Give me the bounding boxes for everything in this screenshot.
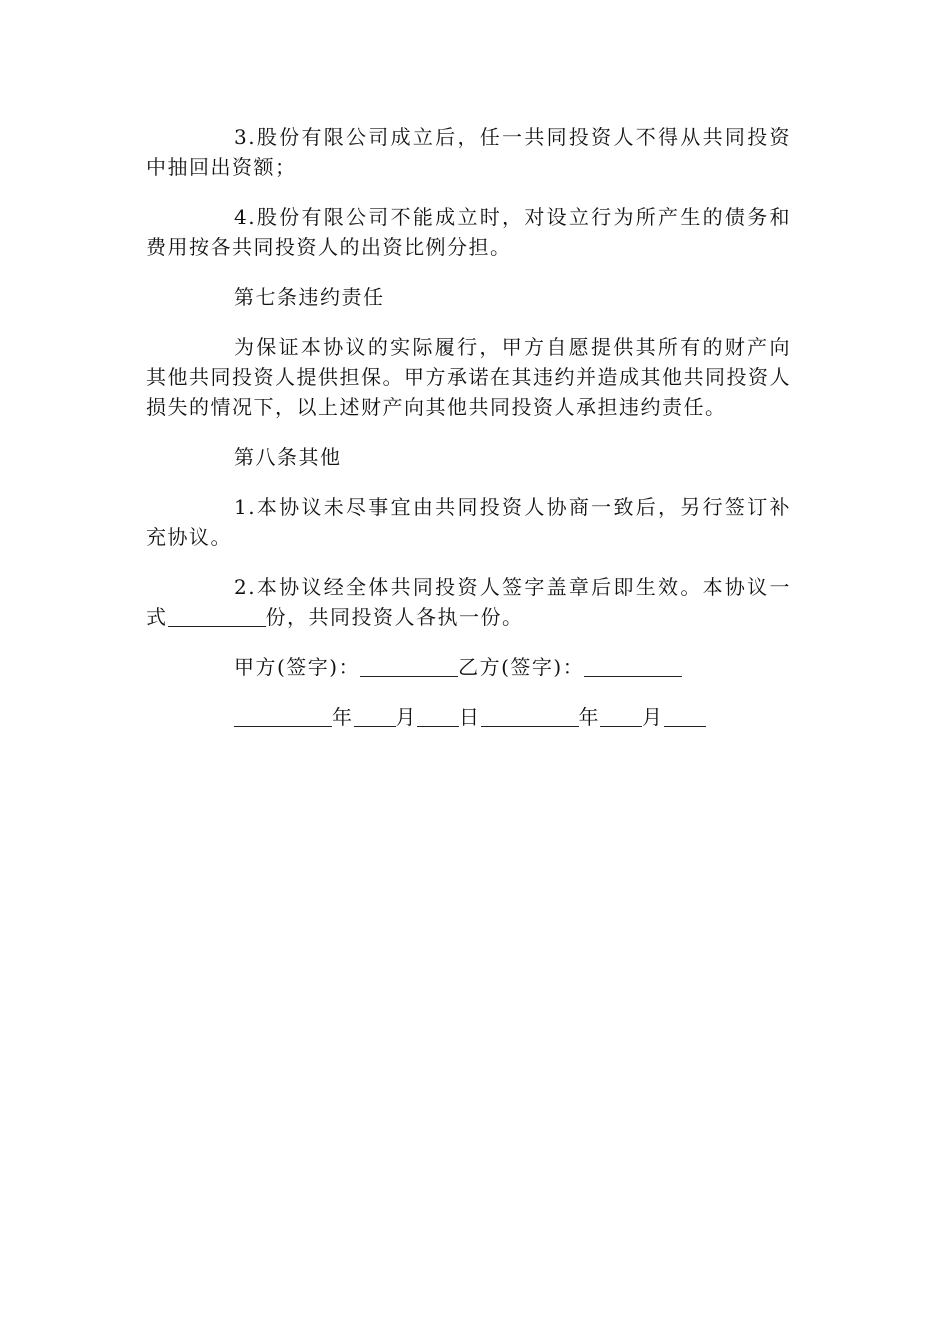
date-b-month-blank	[600, 704, 642, 727]
party-a-signature-blank	[360, 654, 458, 677]
date-line	[146, 702, 791, 732]
article-7-paragraph: 为保证本协议的实际履行，甲方自愿提供其所有的财产向其他共同投资人提供担保。甲方承诺在其违约并造成其他共同投资人损失的情况下，以上述财产向其他共同投资人承担违约责任。	[146, 335, 791, 419]
clause-4-paragraph: 4.股份有限公司不能成立时，对设立行为所产生的债务和费用按各共同投资人的出资比例分担。	[146, 205, 791, 259]
clause-2-text-b: 份，共同投资人各执一份。	[265, 605, 524, 629]
copies-blank	[168, 604, 266, 627]
date-b-month-label: 月	[642, 705, 664, 729]
date-b-day-blank	[664, 704, 706, 727]
party-b-signature-blank	[584, 654, 682, 677]
date-b-year-blank	[481, 704, 579, 727]
article-8-heading: 第八条其他	[234, 445, 342, 469]
article-8-clause-2-paragraph	[146, 572, 791, 632]
clause-2-text-a: 2.本协议经全体共同投资人签字盖章后即生效。本协议一式	[146, 575, 791, 629]
date-a-day-label: 日	[459, 705, 481, 729]
date-b-year-label: 年	[578, 705, 600, 729]
article-7-heading: 第七条违约责任	[234, 285, 385, 309]
party-a-label: 甲方(签字)：	[234, 655, 361, 679]
article-8-clause-1-paragraph: 1.本协议未尽事宜由共同投资人协商一致后，另行签订补充协议。	[146, 495, 791, 549]
date-a-month-label: 月	[395, 705, 417, 729]
party-b-label: 乙方(签字)：	[458, 655, 585, 679]
document-page	[146, 122, 791, 752]
date-a-year-label: 年	[332, 705, 354, 729]
clause-3-paragraph: 3.股份有限公司成立后，任一共同投资人不得从共同投资中抽回出资额；	[146, 125, 791, 179]
date-a-day-blank	[417, 704, 459, 727]
date-a-month-blank	[354, 704, 396, 727]
signature-line	[146, 652, 791, 682]
date-a-year-blank	[234, 704, 332, 727]
